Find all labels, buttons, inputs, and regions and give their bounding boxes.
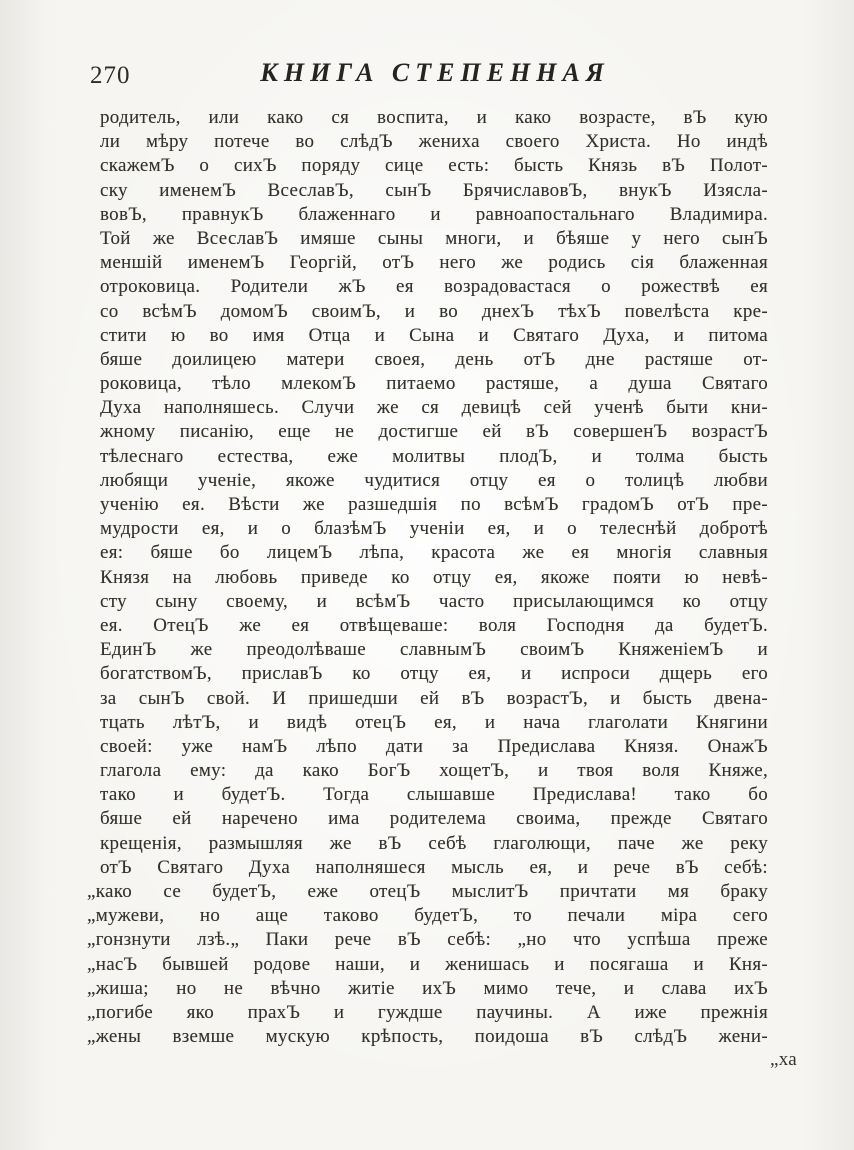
text-line: глагола ему: да како БогЪ хощетЪ, и твоя воля Княже, [100, 760, 768, 782]
running-title: КНИГА СТЕПЕННАЯ [260, 58, 610, 87]
text-line: „гонзнути лзѣ.„ Паки рече вЪ себѣ: „но что успѣша преже [87, 929, 768, 951]
text-line: стити ю во имя Отца и Сына и Святаго Духа, и питома [100, 324, 768, 346]
text-line: тѣлеснаго естества, еже молитвы плодЪ, и толма бысть [100, 445, 768, 467]
text-line: богатствомЪ, приславЪ ко отцу ея, и испроси дщерь его [100, 663, 768, 685]
catchword: „ха [770, 1049, 798, 1070]
text-line: Той же ВсеславЪ имяше сыны многи, и бѣяше у него сынЪ [100, 227, 768, 249]
text-line: отЪ Святаго Духа наполняшеся мысль ея, и рече вЪ себѣ: [100, 856, 768, 878]
text-line: за сынЪ свой. И пришедши ей вЪ возрастЪ, и бысть двена- [100, 687, 768, 709]
text-line: меншій именемЪ Георгій, отЪ него же родись сія блаженная [100, 252, 768, 274]
text-line: мудрости ея, и о блазѣмЪ ученіи ея, и о телеснѣй добротѣ [100, 518, 768, 540]
text-line: „насЪ бывшей родове наши, и женишась и посягаша и Кня- [87, 953, 768, 975]
text-line: ея: бяше бо лицемЪ лѣпа, красота же ея многія славныя [100, 542, 768, 564]
text-line: любящи ученіе, якоже чудитися отцу ея о толицѣ любви [100, 469, 768, 491]
text-line: бяше ей наречено има родителема своима, прежде Святаго [100, 808, 768, 830]
page-number: 270 [90, 62, 131, 89]
text-line: Духа наполняшесь. Случи же ся девицѣ сей ученѣ быти кни- [100, 397, 768, 419]
text-line: ску именемЪ ВсеславЪ, сынЪ БрячиславовЪ, внукЪ Изясла- [100, 179, 768, 201]
text-line: со всѣмЪ домомЪ своимЪ, и во днехЪ тѣхЪ повелѣста кре- [100, 300, 768, 322]
text-line: жному писанію, еще не достигше ей вЪ совершенЪ возрастЪ [100, 421, 768, 443]
text-line: „погибе яко прахЪ и гуждше паучины. А иже прежнія [87, 1001, 768, 1023]
text-line: крещенія, размышляя же вЪ себѣ глаголющи, паче же реку [100, 832, 768, 854]
text-line: отроковица. Родители жЪ ея возрадовастася о рожествѣ ея [100, 276, 768, 298]
text-line: ли мѣру потече во слѣдЪ жениха своего Христа. Но индѣ [100, 131, 768, 153]
text-line: ЕдинЪ же преодолѣваше славнымЪ своимЪ КняженіемЪ и [100, 639, 768, 661]
text-line: „како се будетЪ, еже отецЪ мыслитЪ причтати мя браку [87, 881, 768, 902]
text-line: родитель, или како ся воспита, и како возрасте, вЪ кую [100, 107, 768, 128]
text-line: тако и будетЪ. Тогда слышавше Предислава! тако бо [100, 784, 768, 806]
text-line: ея. ОтецЪ же ея отвѣщеваше: воля Господня да будетЪ. [100, 614, 768, 636]
text-line: вовЪ, правнукЪ блаженнаго и равноапостальнаго Владимира. [100, 203, 768, 225]
text-line: тцать лѣтЪ, и видѣ отецЪ ея, и нача глаголати Княгини [100, 711, 768, 733]
body-text [87, 106, 768, 1049]
text-line: своей: уже намЪ лѣпо дати за Предислава Князя. ОнажЪ [100, 735, 768, 757]
text-line: „мужеви, но аще таково будетЪ, то печали міра сего [87, 905, 768, 927]
text-line: Князя на любовь приведе ко отцу ея, якоже пояти ю невѣ- [100, 566, 768, 588]
text-line: скажемЪ о сихЪ поряду сице есть: бысть Князь вЪ Полот- [100, 155, 768, 177]
text-line: „жиша; но не вѣчно житіе ихЪ мимо тече, и слава ихЪ [87, 977, 768, 999]
text-line: бяше доилицею матери своея, день отЪ дне растяше от- [100, 348, 768, 370]
text-line: сту сыну своему, и всѣмЪ часто присылающимся ко отцу [100, 590, 768, 612]
text-line: роковица, тѣло млекомЪ питаемо растяше, а душа Святаго [100, 373, 768, 395]
text-line: „жены вземше мускую крѣпость, поидоша вЪ слѣдЪ жени- [87, 1026, 768, 1048]
text-line: ученію ея. Вѣсти же разшедшія по всѣмЪ градомЪ отЪ пре- [100, 494, 768, 515]
